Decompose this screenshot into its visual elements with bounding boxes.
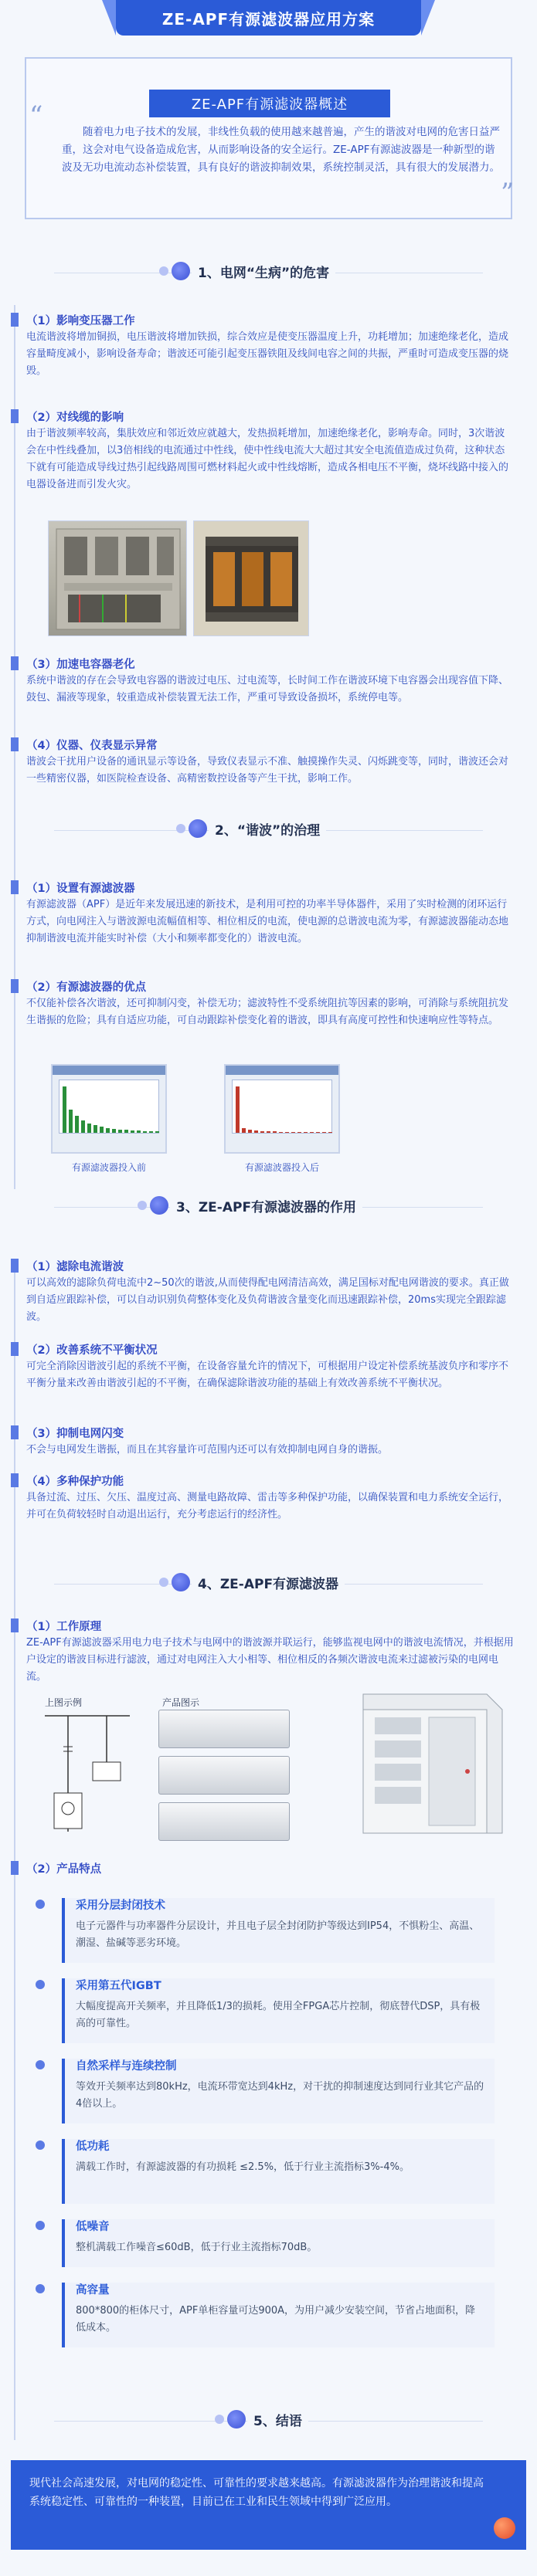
timeline-marker (11, 737, 19, 751)
s1-item-4-text: 谐波会干扰用户设备的通讯显示等设备，导致仪表显示不准、触摸操作失灵、闪烁跳变等，同时，谐波还会对一些精密仪器，如医院检查设备、高精密数控设备等产生干扰，影响工作。 (26, 756, 509, 785)
spectrum-bar (87, 1124, 91, 1133)
spectrum-bar (112, 1129, 116, 1133)
s1-item-2-title: （2）对线缆的影响 (26, 412, 124, 424)
s2-item-1-text: 有源滤波器（APF）是近年来发展迅速的新技术，是利用可控的功率半导体器件，采用了实时检测的闭环运行方式，向电网注入与谐波源电流幅值相等、相位相反的电流，使电源的总谐波电流为零，有源滤波器能动态地抑制谐波电流并能实时补偿（大小和频率都变化的）谐波电流。 (26, 899, 509, 944)
s2-item-1-title: （1）设置有源滤波器 (26, 883, 135, 895)
s2-item-2-title: （2）有源滤波器的优点 (26, 981, 147, 994)
spectrum-bar (69, 1110, 73, 1133)
s3-item-1-title: （1）滤除电流谐波 (26, 1261, 124, 1273)
cabinet-illustration (49, 521, 187, 636)
product-label: 产品图示 (162, 1697, 200, 1708)
apf-module-image (158, 1756, 290, 1795)
feature-bullet-icon (36, 2284, 45, 2293)
closing-text: 现代社会高速发展，对电网的稳定性、可靠性的要求越来越高。有源滤波器作为治理谐波和提高系统稳定性、可靠性的一种装置，目前已在工业和民生领域中得到广泛应用。 (29, 2477, 484, 2508)
feature-title: 低功耗 (76, 2140, 110, 2153)
burnt-transformer-photo (193, 520, 309, 636)
spectrum-bar (149, 1131, 153, 1133)
feature-text: 电子元器件与功率器件分层设计，并且电子层全封闭防护等级达到IP54，不惧粉尘、高温、潮湿、盐碱等恶劣环境。 (76, 1920, 480, 1949)
damaged-cabinet-photo (48, 520, 187, 636)
timeline-line (14, 305, 15, 880)
s3-item-2-text: 可完全消除因谐波引起的系统不平衡，在设备容量允许的情况下，可根据用户设定补偿系统基波负序和零序不平衡分量来改善由谐波引起的不平衡，在确保滤除谐波功能的基础上有效改善系统不平衡状况。 (26, 1361, 509, 1389)
quote-right-icon: ” (501, 178, 515, 208)
apf-cabinet-image (332, 1686, 510, 1838)
feature-text: 800*800的柜体尺寸，APF单柜容量可达900A，为用户减少安装空间，节省占地面积，降低成本。 (76, 2305, 476, 2334)
timeline-marker (11, 1473, 19, 1487)
timeline-marker (11, 1259, 19, 1273)
diagram-label: 上图示例 (45, 1697, 83, 1708)
timeline-marker (11, 656, 19, 670)
feature-bullet-icon (36, 2060, 45, 2069)
after-spectrum-screen (224, 1064, 340, 1173)
spectrum-bar (248, 1130, 252, 1133)
section-dot-icon (215, 2415, 224, 2424)
spectrum-bar (118, 1130, 122, 1133)
section-dot-icon (227, 2410, 246, 2429)
spectrum-bar (236, 1086, 240, 1133)
section-1-header (0, 253, 537, 292)
before-caption: 有源滤波器投入前 (71, 1162, 146, 1173)
section-dot-icon (172, 262, 190, 280)
spectrum-plot-before (59, 1080, 159, 1134)
section-1-title: 1、电网“生病”的危害 (192, 262, 335, 281)
feature-card (62, 2059, 495, 2124)
spectrum-bar (328, 1132, 332, 1133)
before-spectrum-screen (51, 1064, 167, 1173)
feature-title: 高容量 (76, 2284, 110, 2296)
feature-card (62, 1898, 495, 1963)
section-dot-icon (138, 1201, 147, 1210)
feature-text: 大幅度提高开关频率，并且降低1/3的损耗。使用全FPGA芯片控制，彻底替代DSP，具有极高的可靠性。 (76, 2001, 481, 2029)
timeline-marker (11, 1618, 19, 1632)
apf-module-image (158, 1710, 290, 1748)
section-2-header (0, 811, 537, 849)
section-dot-icon (176, 824, 185, 833)
section-dot-icon (172, 1573, 190, 1591)
spectrum-bar (254, 1130, 258, 1133)
feature-card (62, 2283, 495, 2347)
s3-item-4-text: 具备过流、过压、欠压、温度过高、测量电路故障、雷击等多种保护功能，以确保装置和电力系统安全运行，并可在负荷较轻时自动退出运行，充分考虑运行的经济性。 (26, 1492, 509, 1520)
spectrum-bar (75, 1116, 79, 1133)
wiring-diagram (37, 1696, 138, 1842)
s1-item-3-title: （3）加速电容器老化 (26, 659, 135, 671)
feature-bullet-icon (36, 1980, 45, 1989)
feature-card (62, 1978, 495, 2043)
spectrum-bar (131, 1130, 134, 1133)
spectrum-bar (310, 1132, 314, 1133)
section-4-header (0, 1564, 537, 1603)
section-dot-icon (189, 819, 207, 838)
feature-bullet-icon (36, 2140, 45, 2150)
s3-item-1-text: 可以高效的滤除负荷电流中2~50次的谐波,从而使得配电网清洁高效，满足国标对配电网谐波的要求。真正做到自适应跟踪补偿，可以自动识别负荷整体变化及负荷谐波含量变化而迅速跟踪补偿，20ms实现完全跟踪滤波。 (26, 1277, 509, 1323)
after-caption: 有源滤波器投入后 (244, 1162, 319, 1173)
s4-principle-text: ZE-APF有源滤波器采用电力电子技术与电网中的谐波源并联运行，能够监视电网中的谐波电流情况，并根据用户设定的谐波目标进行滤波，通过对电网注入大小相等、相位相反的各频次谐波电流来过滤被污染的电网电流。 (26, 1637, 514, 1683)
spectrum-bar (267, 1131, 270, 1133)
s1-item-1-title: （1）影响变压器工作 (26, 315, 135, 327)
apf-module-image (158, 1802, 290, 1841)
s3-item-3-title: （3）抑制电网闪变 (26, 1428, 124, 1440)
page-title-banner (116, 0, 421, 36)
spectrum-bar (106, 1128, 110, 1133)
spectrum-bar (304, 1132, 308, 1133)
section-dot-icon (150, 1196, 168, 1215)
feature-title: 自然采样与连续控制 (76, 2060, 177, 2073)
page-title: ZE-APF有源滤波器应用方案 (161, 9, 376, 29)
section-2-title: 2、“谐波”的治理 (209, 819, 326, 839)
closing-box (11, 2460, 526, 2550)
timeline-marker (11, 313, 19, 327)
spectrum-bar (242, 1128, 246, 1133)
s3-item-4-title: （4）多种保护功能 (26, 1476, 124, 1488)
timeline-line (14, 1614, 15, 2440)
s1-item-4-title: （4）仪器、仪表显示异常 (26, 740, 158, 752)
spectrum-bar (285, 1132, 289, 1133)
s3-item-2-title: （2）改善系统不平衡状况 (26, 1344, 158, 1357)
decorative-ball-icon (494, 2517, 515, 2539)
s1-item-2-text: 由于谐波频率较高，集肤效应和邻近效应就越大，发热损耗增加，加速绝缘老化，影响寿命。同时，3次谐波会在中性线叠加，以3倍相线的电流通过中性线，使中性线电流大大超过其安全电流值造成过负荷，这种状态下就有可能造成导线过热引起线路周围可燃材料起火或中性线熔断，造成各相电压不平衡，烧坏线路中接入的电器设备进而引发火灾。 (26, 428, 509, 490)
feature-text: 满载工作时，有源滤波器的有功损耗 ≤2.5%，低于行业主流指标3%-4%。 (76, 2161, 410, 2173)
screen-header (53, 1066, 165, 1075)
transformer-illustration (194, 521, 309, 636)
s4-features-title: （2）产品特点 (26, 1863, 102, 1876)
timeline-marker (11, 409, 19, 423)
timeline-marker (11, 1861, 19, 1875)
spectrum-bar (143, 1131, 147, 1133)
feature-title: 采用第五代IGBT (76, 1980, 161, 1992)
timeline-marker (11, 880, 19, 894)
section-dot-icon (159, 266, 168, 276)
cabinet-drawing (332, 1686, 510, 1838)
s1-item-3-text: 系统中谐波的存在会导致电容器的谐波过电压、过电流等，长时间工作在谐波环境下电容器会出现容值下降、鼓包、漏液等现象，较重造成补偿装置无法工作，严重可导致设备损坏，系统停电等。 (26, 675, 509, 703)
intro-title: ZE-APF有源滤波器概述 (149, 90, 390, 117)
screen-header (226, 1066, 338, 1075)
feature-bullet-icon (36, 1900, 45, 1909)
spectrum-bar (322, 1132, 326, 1133)
spectrum-bar (297, 1132, 301, 1133)
s2-item-2-text: 不仅能补偿各次谐波，还可抑制闪变，补偿无功；滤波特性不受系统阻抗等因素的影响，可消除与系统阻抗发生谐振的危险；具有自适应功能，可自动跟踪补偿变化着的谐波，即具有高度可控性和快速响应性等特点。 (26, 998, 509, 1026)
timeline-marker (11, 1342, 19, 1356)
spectrum-bar (279, 1132, 283, 1133)
feature-card (62, 2219, 495, 2267)
s4-principle-title: （1）工作原理 (26, 1621, 102, 1633)
quote-left-icon: “ (29, 100, 43, 131)
spectrum-bar (316, 1132, 320, 1133)
feature-text: 等效开关频率达到80kHz，电流环带宽达到4kHz，对干扰的抑制速度达到同行业其它产品的4倍以上。 (76, 2081, 484, 2110)
spectrum-bar (93, 1125, 97, 1133)
s1-item-1-text: 电流谐波将增加铜损，电压谐波将增加铁损，综合效应是使变压器温度上升，功耗增加；加速绝缘老化，造成容量畸度减小，影响设备寿命；谐波还可能引起变压器铁阻及线间电容之间的共振，严重时可造成变压器的烧毁。 (26, 331, 509, 377)
feature-title: 采用分层封闭技术 (76, 1900, 165, 1912)
spectrum-bar (124, 1130, 128, 1133)
timeline-marker (11, 1425, 19, 1439)
timeline-marker (11, 979, 19, 993)
feature-text: 整机满载工作噪音≤60dB，低于行业主流指标70dB。 (76, 2242, 318, 2253)
spectrum-bar (260, 1131, 264, 1133)
spectrum-bar (291, 1132, 295, 1133)
feature-bullet-icon (36, 2221, 45, 2230)
circuit-schematic (37, 1708, 138, 1847)
section-3-header (0, 1188, 537, 1226)
section-dot-icon (159, 1578, 168, 1587)
feature-card (62, 2139, 495, 2204)
spectrum-bar (155, 1131, 159, 1133)
section-5-header (0, 2401, 537, 2440)
s3-item-3-text: 不会与电网发生谐振，而且在其容量许可范围内还可以有效抑制电网自身的谐振。 (26, 1444, 389, 1456)
section-3-title: 3、ZE-APF有源滤波器的作用 (170, 1196, 362, 1215)
section-5-title: 5、结语 (247, 2410, 308, 2429)
spectrum-bar (81, 1120, 85, 1133)
section-4-title: 4、ZE-APF有源滤波器 (192, 1573, 345, 1592)
feature-title: 低噪音 (76, 2221, 110, 2233)
spectrum-bar (273, 1131, 277, 1133)
spectrum-bar (137, 1130, 141, 1133)
spectrum-plot-after (232, 1080, 332, 1134)
timeline-line (14, 880, 15, 1189)
spectrum-bar (63, 1086, 66, 1133)
spectrum-bar (100, 1127, 104, 1133)
intro-text: 随着电力电子技术的发展，非线性负载的使用越来越普遍，产生的谐波对电网的危害日益严重，这会对电气设备造成危害，从而影响设备的安全运行。ZE-APF有源滤波器是一种新型的谐波及无功电流动态补偿装置，具有良好的谐波抑制效果，系统控制灵活，具有很大的发展潜力。 (62, 126, 500, 174)
